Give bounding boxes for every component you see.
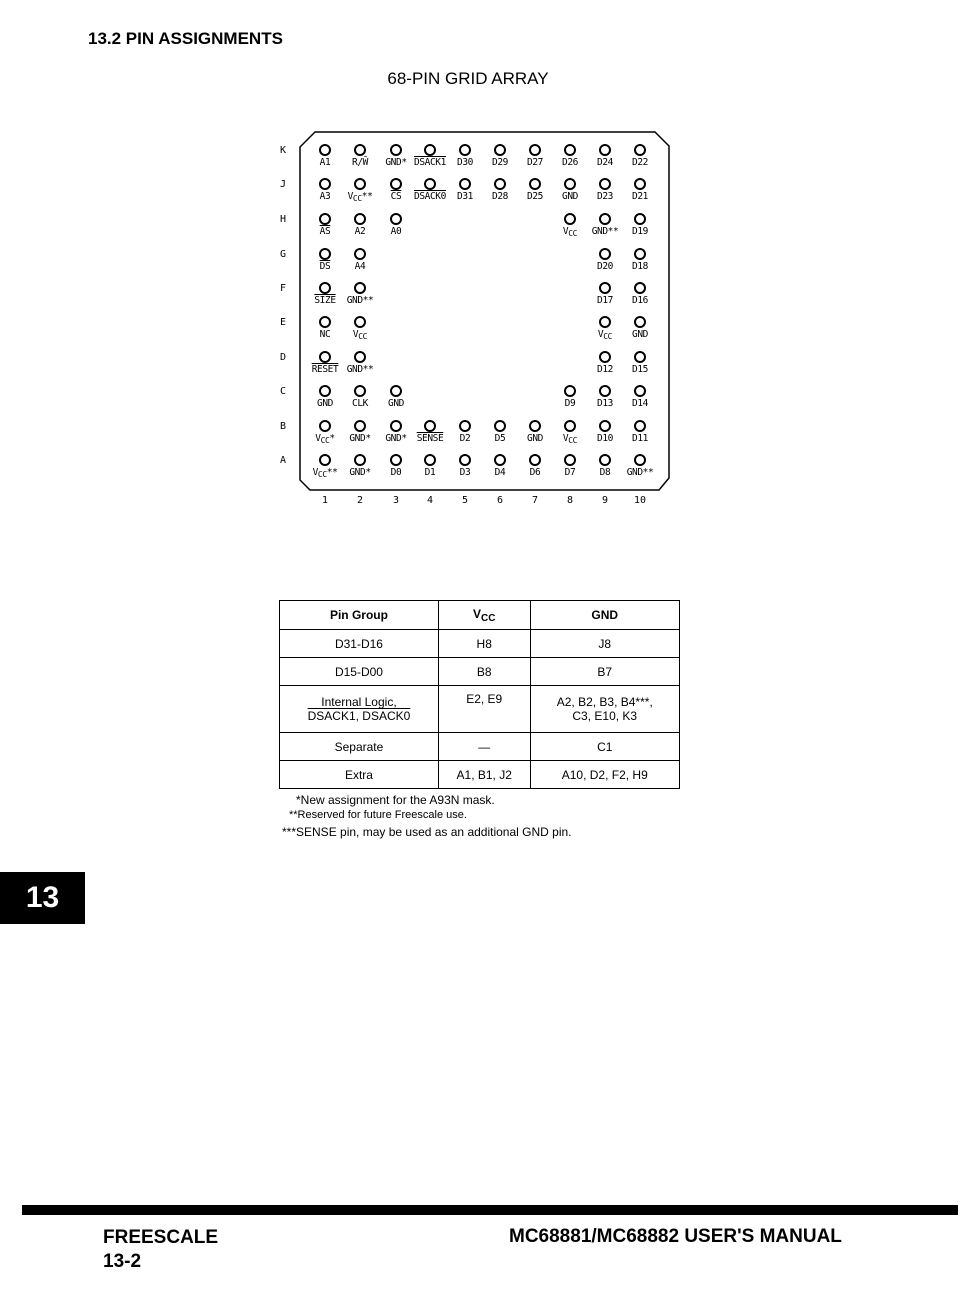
pin-a9 xyxy=(599,454,611,466)
pin-label: A0 xyxy=(390,226,402,237)
pin-k3 xyxy=(390,144,402,156)
pin-e10 xyxy=(634,316,646,328)
pin-label: $V_{CC}$ xyxy=(597,329,613,341)
pin-label: D8 xyxy=(599,467,611,478)
pin-j10 xyxy=(634,178,646,190)
pin-label: $V_{CC}$ xyxy=(562,226,578,238)
footnote-triple: ***SENSE pin, may be used as an additional GND pin. xyxy=(282,825,572,839)
pin-j6 xyxy=(494,178,506,190)
pin-e2 xyxy=(354,316,366,328)
pin-c2 xyxy=(354,385,366,397)
pin-label: GND xyxy=(317,398,333,409)
pin-h8 xyxy=(564,213,576,225)
pin-group-table xyxy=(279,600,680,789)
pin-label: $V_{CC}**$ xyxy=(347,191,373,203)
column-label-6: 6 xyxy=(496,495,504,506)
pin-label: GND* xyxy=(349,467,371,478)
internal-logic-line1: Internal Logic, xyxy=(321,695,397,709)
pin-label: DSACK0 xyxy=(414,191,446,202)
column-label-8: 8 xyxy=(566,495,574,506)
pin-label: $V_{CC}$ xyxy=(352,329,368,341)
pin-f9 xyxy=(599,282,611,294)
table-cell: J8 xyxy=(530,630,680,658)
pin-b6 xyxy=(494,420,506,432)
pin-k1 xyxy=(319,144,331,156)
pin-e9 xyxy=(599,316,611,328)
pin-k2 xyxy=(354,144,366,156)
column-label-4: 4 xyxy=(426,495,434,506)
pin-label: GND* xyxy=(385,433,407,444)
pin-j9 xyxy=(599,178,611,190)
table-cell: A1, B1, J2 xyxy=(438,761,530,789)
pin-j5 xyxy=(459,178,471,190)
pin-label: D5 xyxy=(494,433,506,444)
row-label-f: F xyxy=(279,283,287,294)
row-label-j: J xyxy=(279,179,287,190)
internal-logic-line2: DSACK1, DSACK0 xyxy=(307,709,411,723)
gnd-line2: C3, E10, K3 xyxy=(572,709,638,723)
pin-d9 xyxy=(599,351,611,363)
pin-h10 xyxy=(634,213,646,225)
table-cell: B8 xyxy=(438,658,530,686)
column-label-5: 5 xyxy=(461,495,469,506)
pin-label: GND xyxy=(562,191,578,202)
table-cell: Separate xyxy=(280,733,439,761)
pin-label: D13 xyxy=(597,398,613,409)
pin-label: D18 xyxy=(632,261,648,272)
pin-j7 xyxy=(529,178,541,190)
footnote-double: **Reserved for future Freescale use. xyxy=(289,809,467,821)
pin-a8 xyxy=(564,454,576,466)
pin-label: GND** xyxy=(346,364,374,375)
pin-j8 xyxy=(564,178,576,190)
pin-label: D10 xyxy=(597,433,613,444)
pin-k10 xyxy=(634,144,646,156)
pin-c9 xyxy=(599,385,611,397)
pin-label: D28 xyxy=(492,191,508,202)
pin-a1 xyxy=(319,454,331,466)
pin-h9 xyxy=(599,213,611,225)
pin-label: GND xyxy=(388,398,404,409)
pin-k8 xyxy=(564,144,576,156)
table-row xyxy=(280,630,680,658)
section-heading: 13.2 PIN ASSIGNMENTS xyxy=(88,29,283,48)
gnd-line1: A2, B2, B3, B4***, xyxy=(556,695,653,709)
pin-label: A1 xyxy=(319,157,331,168)
pin-j2 xyxy=(354,178,366,190)
pin-label: D12 xyxy=(597,364,613,375)
column-label-1: 1 xyxy=(321,495,329,506)
table-cell: — xyxy=(438,733,530,761)
pin-label: $V_{CC}$ xyxy=(562,433,578,445)
pin-label: D4 xyxy=(494,467,506,478)
table-header-gnd: GND xyxy=(530,601,680,630)
table-header-pin-group: Pin Group xyxy=(280,601,439,630)
table-row xyxy=(280,733,680,761)
pin-a4 xyxy=(424,454,436,466)
footer-left xyxy=(103,1226,218,1274)
diagram-title: 68-PIN GRID ARRAY xyxy=(387,69,549,88)
pin-b3 xyxy=(390,420,402,432)
pin-label: $\overline{AS}$ xyxy=(319,226,331,237)
table-header-vcc: $V_{CC}$ xyxy=(438,601,530,630)
pin-label: $V_{CC}**$ xyxy=(312,467,338,479)
pin-a10 xyxy=(634,454,646,466)
pin-k7 xyxy=(529,144,541,156)
chapter-tab: 13 xyxy=(0,872,85,924)
pin-label: SENSE xyxy=(416,433,444,444)
pin-label: DSACK1 xyxy=(414,157,446,168)
pin-label: A3 xyxy=(319,191,331,202)
pin-label: D19 xyxy=(632,226,648,237)
pin-label: D9 xyxy=(564,398,576,409)
pin-d10 xyxy=(634,351,646,363)
pin-label: D23 xyxy=(597,191,613,202)
pin-e1 xyxy=(319,316,331,328)
pin-label: D14 xyxy=(632,398,648,409)
pin-label: D25 xyxy=(527,191,543,202)
pin-label: RESET xyxy=(311,364,339,375)
row-label-h: H xyxy=(279,214,287,225)
pin-label: D22 xyxy=(632,157,648,168)
pin-b4 xyxy=(424,420,436,432)
pin-label: GND** xyxy=(591,226,619,237)
footnote-single: *New assignment for the A93N mask. xyxy=(296,793,495,807)
pin-label: D29 xyxy=(492,157,508,168)
column-label-9: 9 xyxy=(601,495,609,506)
table-cell: Extra xyxy=(280,761,439,789)
pin-label: A2 xyxy=(354,226,366,237)
pin-label: D7 xyxy=(564,467,576,478)
pin-c1 xyxy=(319,385,331,397)
pin-label: D26 xyxy=(562,157,578,168)
pin-d2 xyxy=(354,351,366,363)
pin-b2 xyxy=(354,420,366,432)
pin-label: NC xyxy=(319,329,331,340)
pin-a7 xyxy=(529,454,541,466)
pin-g10 xyxy=(634,248,646,260)
pin-label: D17 xyxy=(597,295,613,306)
pin-c10 xyxy=(634,385,646,397)
footer-manual-title: MC68881/MC68882 USER'S MANUAL xyxy=(509,1226,842,1247)
pin-label: GND xyxy=(527,433,543,444)
pin-k6 xyxy=(494,144,506,156)
pin-label: GND* xyxy=(349,433,371,444)
row-label-k: K xyxy=(279,145,287,156)
pin-k5 xyxy=(459,144,471,156)
pin-a6 xyxy=(494,454,506,466)
table-cell: C1 xyxy=(530,733,680,761)
pin-label: D1 xyxy=(424,467,436,478)
pin-label: D31 xyxy=(457,191,473,202)
table-cell xyxy=(280,686,439,733)
pin-label: $\overline{DS}$ xyxy=(319,261,331,272)
pin-label: GND xyxy=(632,329,648,340)
pin-f2 xyxy=(354,282,366,294)
pin-d1 xyxy=(319,351,331,363)
pin-b5 xyxy=(459,420,471,432)
pin-h3 xyxy=(390,213,402,225)
column-label-2: 2 xyxy=(356,495,364,506)
pin-a2 xyxy=(354,454,366,466)
footer-page-number: 13-2 xyxy=(103,1251,142,1272)
pin-b10 xyxy=(634,420,646,432)
pin-f10 xyxy=(634,282,646,294)
pin-label: D0 xyxy=(390,467,402,478)
pin-a5 xyxy=(459,454,471,466)
pin-label: GND** xyxy=(626,467,654,478)
pin-b8 xyxy=(564,420,576,432)
pin-h1 xyxy=(319,213,331,225)
pin-f1 xyxy=(319,282,331,294)
pin-label: A4 xyxy=(354,261,366,272)
pin-g1 xyxy=(319,248,331,260)
pin-k9 xyxy=(599,144,611,156)
pin-label: D27 xyxy=(527,157,543,168)
row-label-e: E xyxy=(279,317,287,328)
table-row xyxy=(280,658,680,686)
column-label-3: 3 xyxy=(392,495,400,506)
pin-label: GND** xyxy=(346,295,374,306)
row-label-b: B xyxy=(279,421,287,432)
table-cell xyxy=(530,686,680,733)
pin-g2 xyxy=(354,248,366,260)
table-cell: D15-D00 xyxy=(280,658,439,686)
pin-g9 xyxy=(599,248,611,260)
row-label-c: C xyxy=(279,386,287,397)
row-label-d: D xyxy=(279,352,287,363)
pin-b1 xyxy=(319,420,331,432)
pin-c3 xyxy=(390,385,402,397)
pin-label: D16 xyxy=(632,295,648,306)
pin-j1 xyxy=(319,178,331,190)
pin-k4 xyxy=(424,144,436,156)
pin-a3 xyxy=(390,454,402,466)
column-label-7: 7 xyxy=(531,495,539,506)
pin-b7 xyxy=(529,420,541,432)
pin-j3 xyxy=(390,178,402,190)
pin-label: CLK xyxy=(352,398,368,409)
pin-label: D3 xyxy=(459,467,471,478)
table-cell: H8 xyxy=(438,630,530,658)
table-cell: D31-D16 xyxy=(280,630,439,658)
table-cell: E2, E9 xyxy=(438,686,530,733)
pin-label: D21 xyxy=(632,191,648,202)
pin-c8 xyxy=(564,385,576,397)
table-header-row xyxy=(280,601,680,630)
pin-label: $\overline{CS}$ xyxy=(390,191,402,202)
pin-label: R/W̄ xyxy=(352,157,368,168)
column-label-10: 10 xyxy=(633,495,647,506)
pin-label: D30 xyxy=(457,157,473,168)
pin-b9 xyxy=(599,420,611,432)
pin-label: SIZE xyxy=(314,295,336,306)
table-cell: A10, D2, F2, H9 xyxy=(530,761,680,789)
pin-label: D15 xyxy=(632,364,648,375)
pin-label: $V_{CC}*$ xyxy=(315,433,335,445)
pin-label: D24 xyxy=(597,157,613,168)
pin-label: GND* xyxy=(385,157,407,168)
row-label-g: G xyxy=(279,249,287,260)
pin-label: D2 xyxy=(459,433,471,444)
table-row xyxy=(280,761,680,789)
pin-label: D6 xyxy=(529,467,541,478)
row-label-a: A xyxy=(279,455,287,466)
pin-j4 xyxy=(424,178,436,190)
table-cell: B7 xyxy=(530,658,680,686)
pin-h2 xyxy=(354,213,366,225)
pin-label: D11 xyxy=(632,433,648,444)
footer-brand: FREESCALE xyxy=(103,1227,219,1248)
pin-label: D20 xyxy=(597,261,613,272)
footer-rule xyxy=(22,1205,958,1215)
table-row xyxy=(280,686,680,733)
